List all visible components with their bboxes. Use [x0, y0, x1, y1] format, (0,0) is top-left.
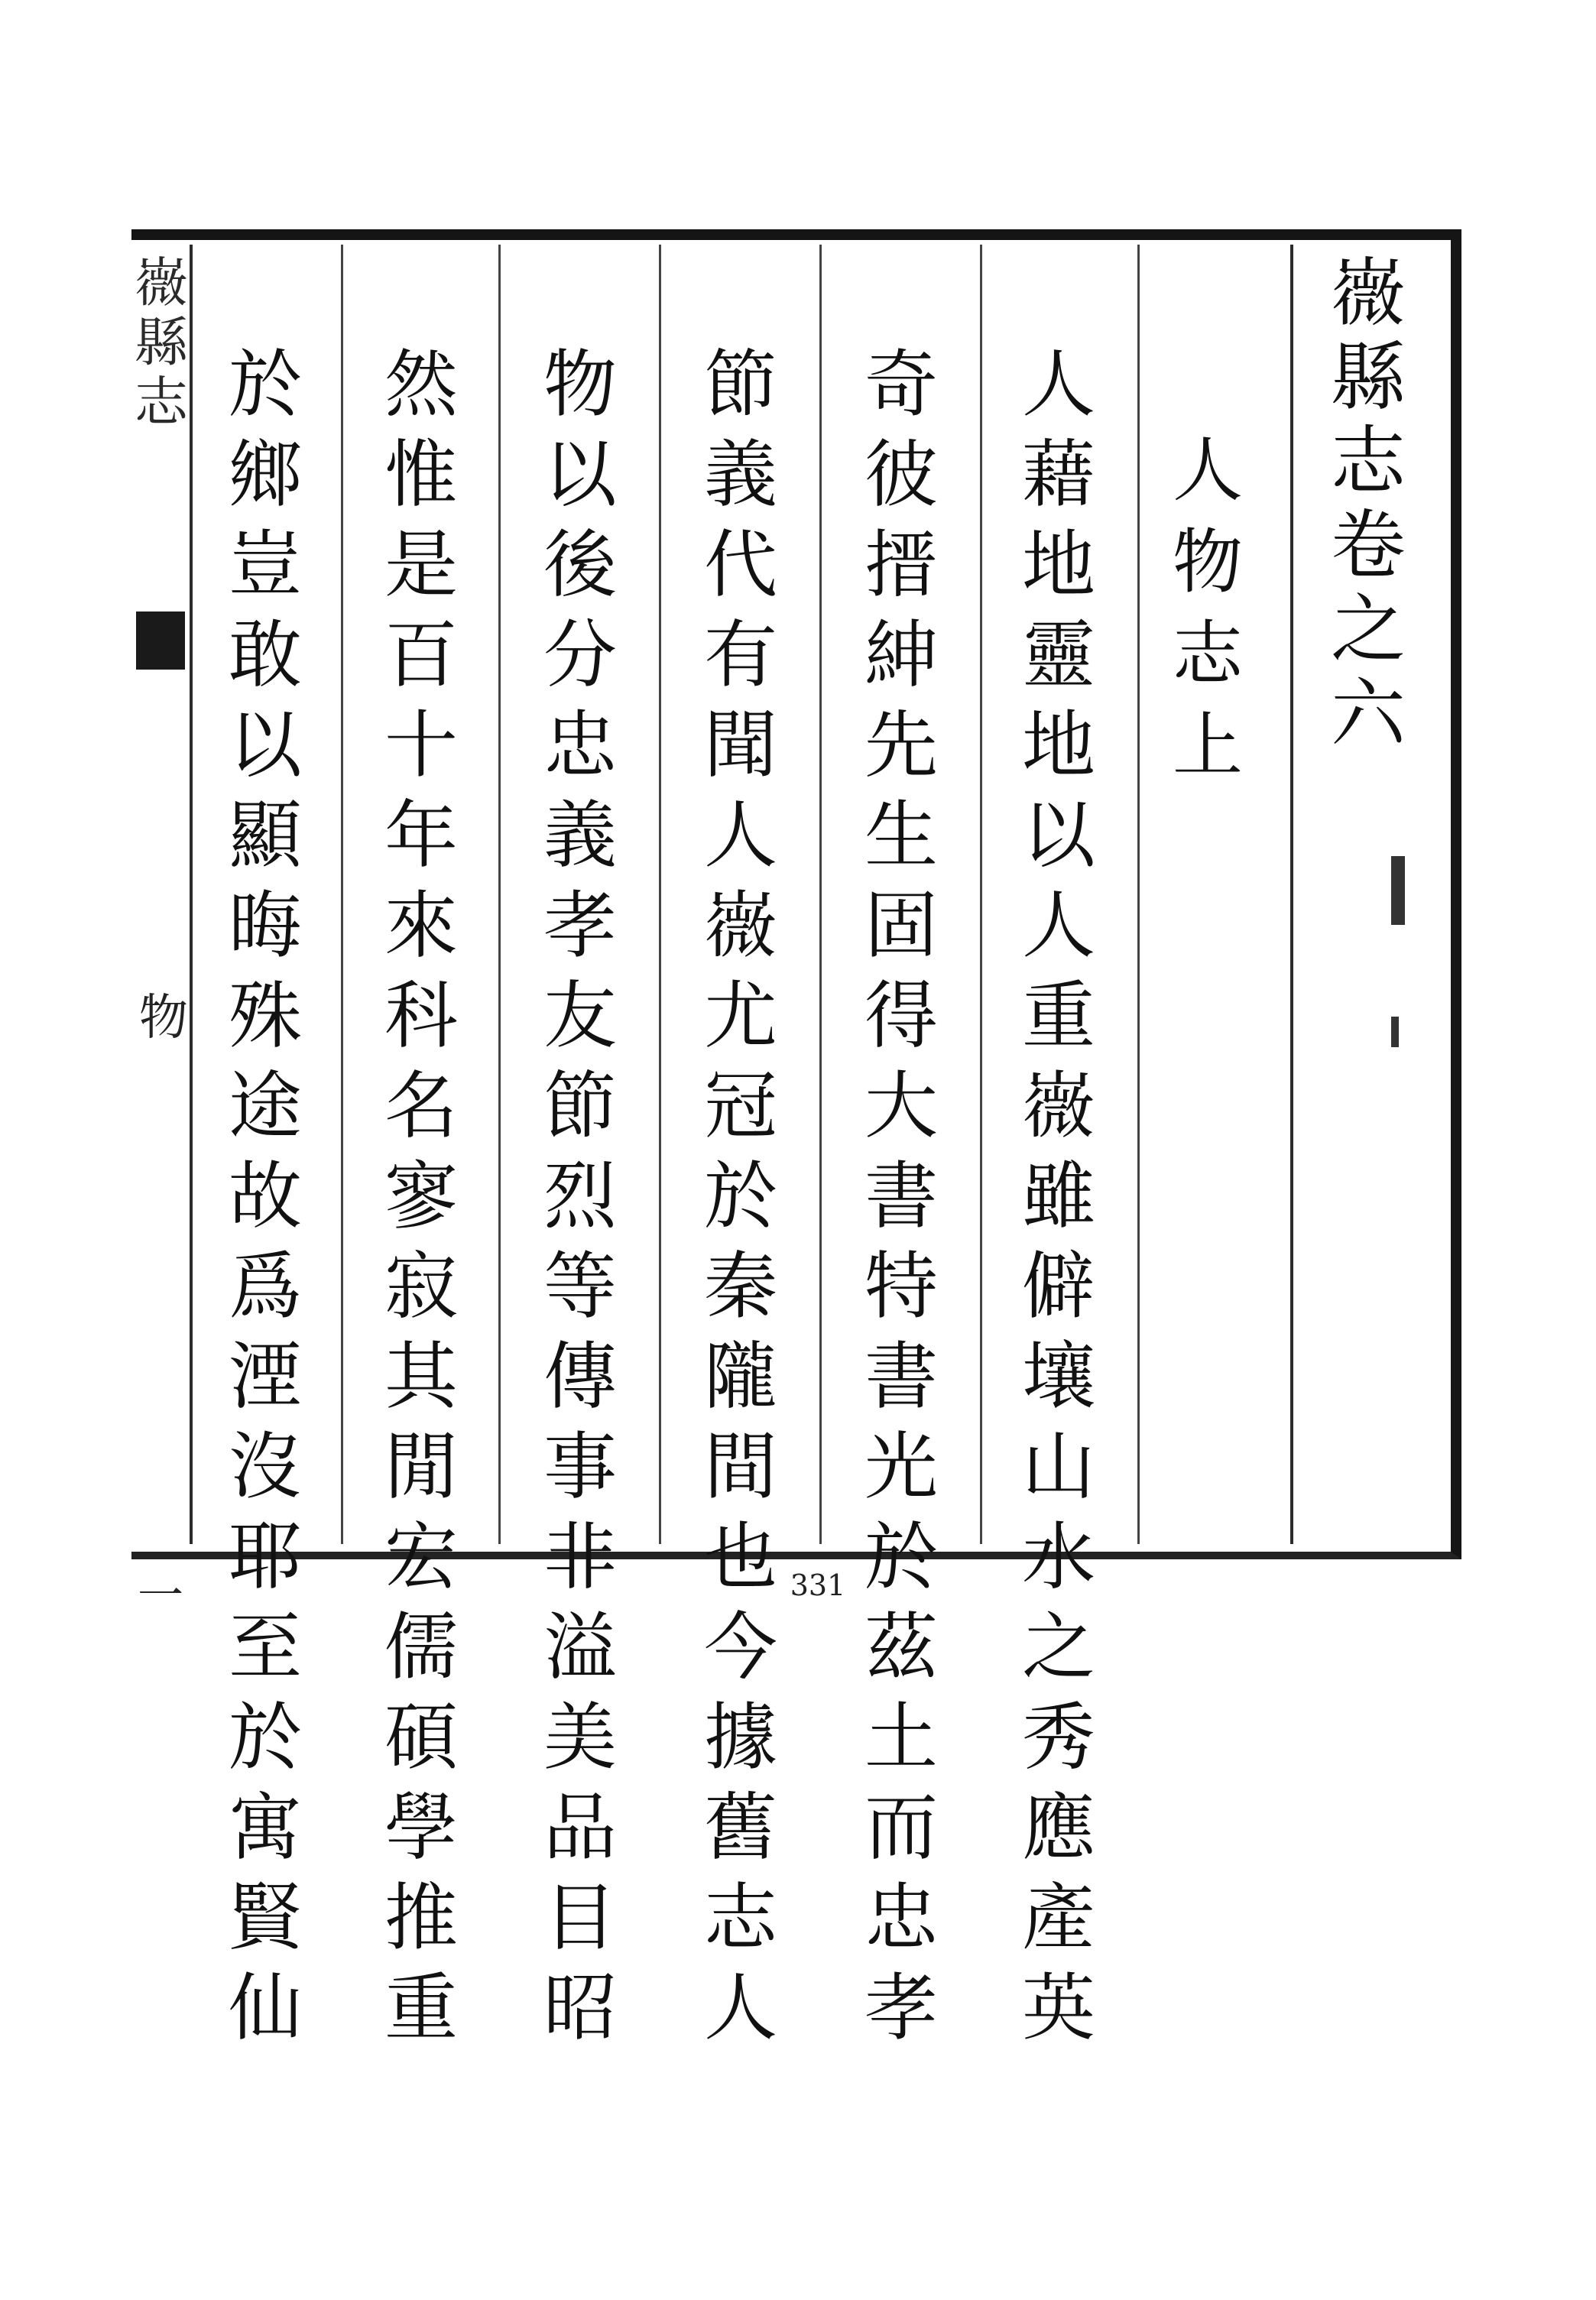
column-rule — [190, 245, 193, 1544]
text-char: 殊 — [229, 973, 302, 1059]
text-char: 仙 — [229, 1965, 302, 2051]
margin-char: 志 — [135, 371, 188, 433]
text-char: 土 — [864, 1695, 938, 1780]
text-char: 分 — [543, 612, 617, 698]
margin-title — [135, 251, 188, 435]
text-char: 非 — [543, 1514, 617, 1600]
text-char: 也 — [704, 1514, 777, 1600]
text-char: 應 — [1022, 1785, 1095, 1870]
text-char: 舊 — [704, 1785, 777, 1870]
text-char: 溢 — [543, 1604, 617, 1690]
text-char: 重 — [1022, 973, 1095, 1059]
text-char: 學 — [384, 1785, 458, 1870]
column-rule — [498, 245, 501, 1544]
text-char: 靈 — [1022, 612, 1095, 698]
text-char: 地 — [1022, 522, 1095, 608]
text-char: 大 — [864, 1063, 938, 1149]
heading-char: 志 — [1172, 613, 1243, 695]
text-char: 嶶 — [704, 883, 777, 968]
column-rule — [659, 245, 661, 1544]
text-char: 搢 — [864, 522, 938, 608]
title-char: 志 — [1330, 418, 1406, 505]
text-char: 光 — [864, 1424, 938, 1510]
text-char: 產 — [1022, 1875, 1095, 1961]
text-char: 目 — [543, 1875, 617, 1961]
text-char: 人 — [704, 1965, 777, 2051]
fish-tail-mark — [136, 611, 185, 665]
text-char: 耶 — [229, 1514, 302, 1600]
text-char: 賢 — [229, 1875, 302, 1961]
text-char: 推 — [384, 1875, 458, 1961]
text-char: 於 — [864, 1514, 938, 1600]
text-char: 先 — [864, 702, 938, 788]
text-char: 固 — [864, 883, 938, 968]
text-char: 以 — [543, 432, 617, 517]
ink-mark — [1391, 856, 1405, 925]
text-char: 人 — [1022, 342, 1095, 427]
text-char: 來 — [384, 883, 458, 968]
heading-char: 物 — [1172, 521, 1243, 603]
column-rule — [1290, 245, 1293, 1544]
text-char: 豈 — [229, 522, 302, 608]
text-char: 彼 — [864, 432, 938, 517]
text-char: 紳 — [864, 612, 938, 698]
text-char: 書 — [864, 1334, 938, 1419]
title-char: 嶶 — [1330, 250, 1406, 337]
text-char: 然 — [384, 342, 458, 427]
text-char: 孝 — [543, 883, 617, 968]
text-char: 嶶 — [1022, 1063, 1095, 1149]
title-char: 之 — [1330, 586, 1406, 673]
text-char: 代 — [704, 522, 777, 608]
text-char: 至 — [229, 1604, 302, 1690]
text-char: 宏 — [384, 1514, 458, 1600]
text-char: 等 — [543, 1244, 617, 1329]
text-char: 惟 — [384, 432, 458, 517]
text-char: 寂 — [384, 1244, 458, 1329]
text-char: 昭 — [543, 1965, 617, 2051]
text-char: 水 — [1022, 1514, 1095, 1600]
text-char: 地 — [1022, 702, 1095, 788]
text-char: 晦 — [229, 883, 302, 968]
text-char: 英 — [1022, 1965, 1095, 2051]
volume-title — [1299, 250, 1437, 761]
text-char: 事 — [543, 1424, 617, 1510]
heading-char: 上 — [1172, 705, 1243, 787]
section-heading — [1147, 430, 1269, 803]
text-char: 故 — [229, 1153, 302, 1239]
text-char: 於 — [229, 1695, 302, 1780]
column-rule — [980, 245, 982, 1544]
text-char: 途 — [229, 1063, 302, 1149]
text-char: 義 — [543, 793, 617, 878]
text-char: 閒 — [384, 1424, 458, 1510]
text-column-1 — [994, 342, 1124, 2062]
text-char: 名 — [384, 1063, 458, 1149]
text-char: 秦 — [704, 1244, 777, 1329]
text-char: 儒 — [384, 1604, 458, 1690]
text-char: 茲 — [864, 1604, 938, 1690]
text-char: 烈 — [543, 1153, 617, 1239]
text-char: 顯 — [229, 793, 302, 878]
text-char: 秀 — [1022, 1695, 1095, 1780]
text-char: 重 — [384, 1965, 458, 2051]
text-char: 義 — [704, 432, 777, 517]
text-char: 忠 — [864, 1875, 938, 1961]
text-char: 壤 — [1022, 1334, 1095, 1419]
column-rule — [341, 245, 343, 1544]
text-char: 忠 — [543, 702, 617, 788]
text-char: 年 — [384, 793, 458, 878]
margin-side-text: 物 — [139, 990, 188, 1046]
text-char: 孝 — [864, 1965, 938, 2051]
text-column-4 — [515, 342, 645, 2062]
text-char: 生 — [864, 793, 938, 878]
text-char: 沒 — [229, 1424, 302, 1510]
text-char: 奇 — [864, 342, 938, 427]
text-char: 美 — [543, 1695, 617, 1780]
text-char: 冠 — [704, 1063, 777, 1149]
text-char: 有 — [704, 612, 777, 698]
text-char: 藉 — [1022, 432, 1095, 517]
title-char: 縣 — [1330, 334, 1406, 421]
text-char: 尤 — [704, 973, 777, 1059]
text-column-2 — [836, 342, 966, 2062]
text-char: 間 — [704, 1424, 777, 1510]
text-char: 節 — [704, 342, 777, 427]
text-char: 傳 — [543, 1334, 617, 1419]
text-char: 是 — [384, 522, 458, 608]
column-rule — [819, 245, 822, 1544]
text-char: 據 — [704, 1695, 777, 1780]
text-char: 碩 — [384, 1695, 458, 1780]
text-char: 雖 — [1022, 1153, 1095, 1239]
text-char: 寥 — [384, 1153, 458, 1239]
title-char: 卷 — [1330, 502, 1406, 589]
text-char: 而 — [864, 1785, 938, 1870]
text-char: 十 — [384, 702, 458, 788]
text-char: 以 — [1022, 793, 1095, 878]
margin-char: 嶶 — [135, 251, 188, 314]
text-char: 人 — [1022, 883, 1095, 968]
text-char: 特 — [864, 1244, 938, 1329]
text-char: 以 — [229, 702, 302, 788]
text-char: 爲 — [229, 1244, 302, 1329]
margin-char: 縣 — [135, 311, 188, 374]
text-char: 其 — [384, 1334, 458, 1419]
text-char: 鄉 — [229, 432, 302, 517]
title-char: 六 — [1330, 670, 1406, 757]
text-char: 友 — [543, 973, 617, 1059]
text-char: 書 — [864, 1153, 938, 1239]
text-char: 品 — [543, 1785, 617, 1870]
text-char: 科 — [384, 973, 458, 1059]
text-char: 物 — [543, 342, 617, 427]
text-char: 志 — [704, 1875, 777, 1961]
ink-mark — [1391, 1017, 1399, 1047]
text-column-3 — [676, 342, 806, 2062]
text-column-6 — [200, 342, 330, 2062]
text-char: 得 — [864, 973, 938, 1059]
text-char: 寓 — [229, 1785, 302, 1870]
text-column-5 — [356, 342, 486, 2062]
text-char: 於 — [704, 1153, 777, 1239]
text-char: 之 — [1022, 1604, 1095, 1690]
leaf-number: 一 — [138, 1569, 183, 1623]
heading-char: 人 — [1172, 430, 1243, 511]
text-char: 聞 — [704, 702, 777, 788]
text-char: 今 — [704, 1604, 777, 1690]
page-number: 331 — [790, 1568, 846, 1602]
text-char: 敢 — [229, 612, 302, 698]
text-char: 山 — [1022, 1424, 1095, 1510]
text-char: 後 — [543, 522, 617, 608]
text-char: 於 — [229, 342, 302, 427]
text-char: 隴 — [704, 1334, 777, 1419]
text-char: 僻 — [1022, 1244, 1095, 1329]
text-char: 湮 — [229, 1334, 302, 1419]
column-rule — [1137, 245, 1140, 1544]
text-char: 人 — [704, 793, 777, 878]
text-char: 節 — [543, 1063, 617, 1149]
text-char: 百 — [384, 612, 458, 698]
